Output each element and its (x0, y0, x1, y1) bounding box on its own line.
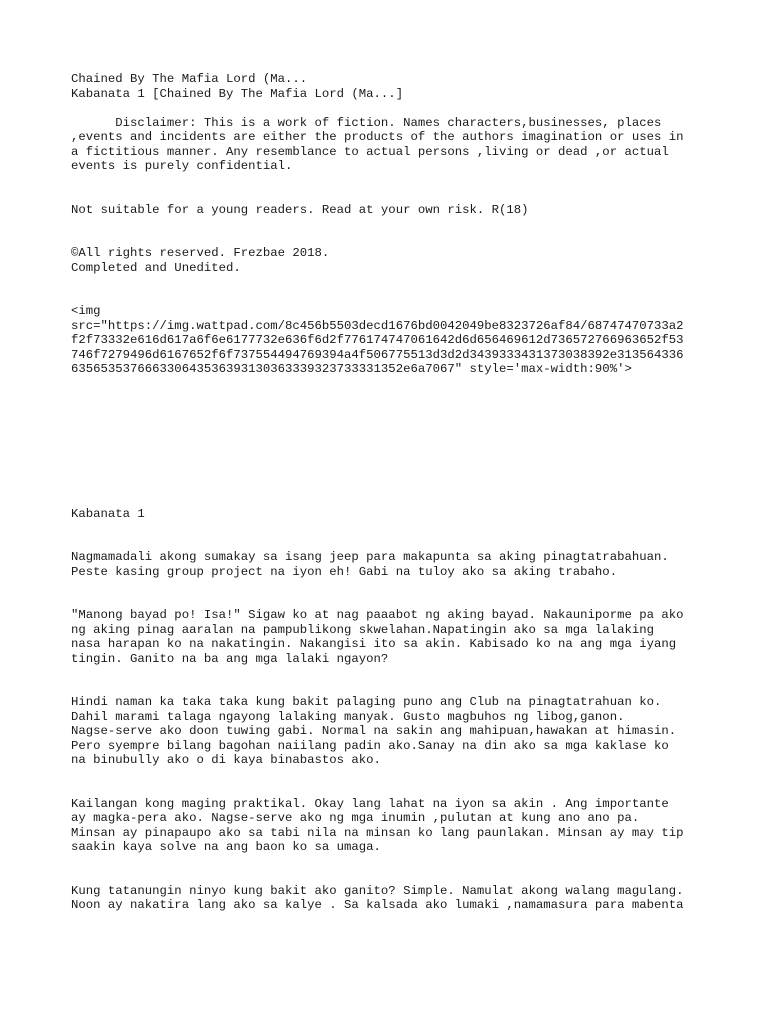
disclaimer-block (71, 116, 768, 174)
story-title-line: Chained By The Mafia Lord (Ma... (71, 72, 308, 86)
paragraph-line: Hindi naman ka taka taka kung bakit palaging puno ang Club na pinagtatrahuan ko. (71, 695, 662, 709)
image-code-line: src="https://img.wattpad.com/8c456b5503decd1676bd0042049be8323726af84/68747470733a2 (71, 318, 684, 333)
disclaimer-line: a fictitious manner. Any resemblance to actual persons ,living or dead ,or actual (71, 144, 669, 159)
paragraph-line: nasa harapan ko na nakatingin. Nakangisi ito sa akin. Kabisado ko na ang mga iyang (71, 637, 677, 651)
image-code-line: 746f7279496d6167652f6f737554494769394a4f506775513d3d2d3439333431373038392e313564336 (71, 347, 684, 362)
spacer (71, 101, 768, 116)
paragraph-line: Kung tatanungin ninyo kung bakit ako ganito? Simple. Namulat akong walang magulang. (71, 883, 684, 898)
paragraph-line: tingin. Ganito na ba ang mga lalaki ngayon? (71, 651, 389, 666)
spacer (71, 377, 768, 507)
spacer (71, 579, 768, 608)
paragraph-line: Nagse-serve ako doon tuwing gabi. Normal na sakin ang mahipuan,hawakan at himasin. (71, 724, 677, 738)
chapter-heading: Kabanata 1 (71, 506, 145, 521)
image-code-line: f2f73332e616d617a6f6e6177732e636f6d2f776174747061642d6d656469612d736572766963652f53 (71, 333, 684, 347)
disclaimer-line: events is purely confidential. (71, 159, 293, 173)
paragraph-line: na binubully ako o di kaya binabastos ako. (71, 753, 381, 767)
image-code-line: 635653537666330643536393130363339323733331352e6a7067" style='max-width:90%'> (71, 362, 632, 376)
paragraph-line: ng aking pinag aaralan na pampublikong skwelahan.Napatingin ako sa mga lalaking (71, 622, 654, 637)
spacer (71, 855, 768, 884)
disclaimer-line: Disclaimer: This is a work of fiction. Names characters,businesses, places (71, 115, 662, 130)
spacer (71, 174, 768, 203)
paragraph-line: "Manong bayad po! Isa!" Sigaw ko at nag paaabot ng aking bayad. Nakauniporme pa ako (71, 608, 684, 622)
spacer (71, 521, 768, 550)
rights-block (71, 246, 768, 275)
image-code-line: <img (71, 304, 101, 318)
paragraph (71, 797, 768, 855)
spacer (71, 217, 768, 246)
paragraph-line: Peste kasing group project na iyon eh! Gabi na tuloy ako sa aking trabaho. (71, 564, 618, 579)
age-warning: Not suitable for a young readers. Read at your own risk. R(18) (71, 202, 529, 217)
paragraph-line: Pero syempre bilang bagohan naiilang padin ako.Sanay na din ako sa mga kaklase ko (71, 738, 669, 753)
copyright-line: ©All rights reserved. Frezbae 2018. (71, 246, 330, 260)
image-code-block (71, 304, 768, 377)
paragraph-line: Minsan ay pinapaupo ako sa tabi nila na minsan ko lang paunlakan. Minsan ay may tip (71, 825, 684, 840)
paragraph-line: ay magka-pera ako. Nagse-serve ako ng mga inumin ,pulutan at kung ano ano pa. (71, 811, 640, 825)
paragraph (71, 884, 768, 913)
paragraph-line: Nagmamadali akong sumakay sa isang jeep para makapunta sa aking pinagtatrabahuan. (71, 550, 669, 564)
paragraph (71, 608, 768, 666)
paragraph (71, 695, 768, 768)
paragraph-line: Kailangan kong maging praktikal. Okay lang lahat na iyon sa akin . Ang importante (71, 796, 669, 811)
disclaimer-line: ,events and incidents are either the products of the authors imagination or uses in (71, 130, 684, 144)
paragraph-line: Noon ay nakatira lang ako sa kalye . Sa kalsada ako lumaki ,namamasura para mabenta (71, 898, 684, 912)
spacer (71, 768, 768, 797)
spacer (71, 275, 768, 304)
status-line: Completed and Unedited. (71, 260, 241, 275)
chapter-title-line: Kabanata 1 [Chained By The Mafia Lord (Ma...] (71, 86, 404, 101)
paragraph-line: saakin kaya solve na ang baon ko sa umaga. (71, 840, 381, 854)
spacer (71, 666, 768, 695)
paragraph-line: Dahil marami talaga ngayong lalaking manyak. Gusto magbuhos ng libog,ganon. (71, 709, 625, 724)
paragraph (71, 550, 768, 579)
